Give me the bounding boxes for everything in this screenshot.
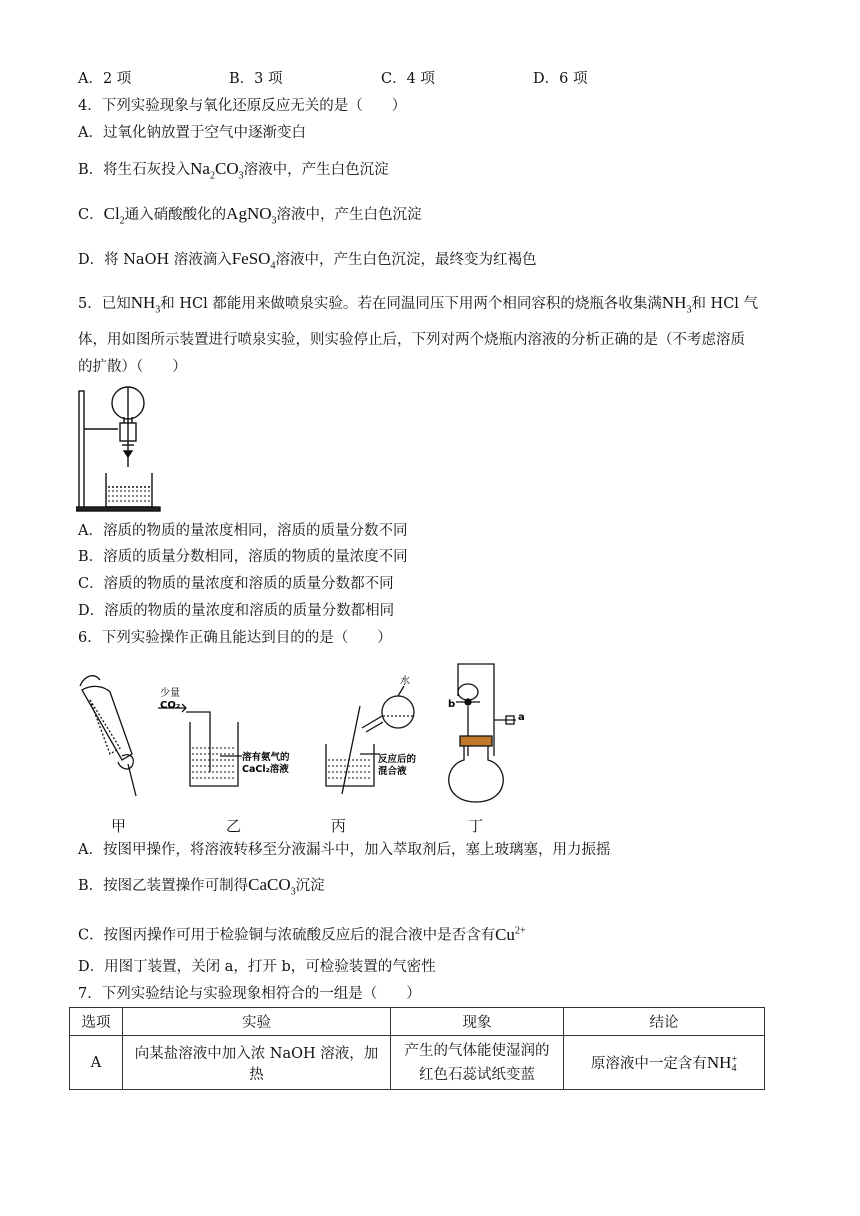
q4-c-mid: 通入硝酸酸化的 [124, 207, 227, 223]
fig-label-jia: 甲 [111, 817, 127, 835]
q5-l1-pre: 5．已知 [78, 296, 131, 312]
formula-caco3: CaCO$_3$ [248, 875, 296, 898]
formula-cl2: $Cl_2$ [103, 204, 125, 227]
label-nh3-solution-1: 溶有氨气的 [242, 752, 290, 763]
q5-stem-line3: 的扩散）（ ） [78, 359, 187, 375]
formula-nh3: $NH_3$ [661, 293, 692, 316]
fountain-apparatus-figure [76, 383, 166, 515]
q5-option-c: C．溶质的物质的量浓度和溶质的质量分数都不同 [78, 576, 394, 592]
q5-l1-mid: 和 HCl 都能用来做喷泉实验。若在同温同压下用两个相同容积的烧瓶各收集满 [160, 296, 662, 312]
q3-option-c: C．4 项 [381, 71, 435, 87]
row-experiment: 向某盐溶液中加入浓 NaOH 溶液，加热 [123, 1036, 391, 1090]
beaker [326, 744, 374, 786]
q3-option-a: A．2 项 [78, 71, 132, 87]
formula-cu2plus: $Cu^{2+}$ [495, 924, 526, 944]
label-a: a [518, 712, 525, 723]
stem [128, 764, 136, 796]
hand-top [80, 676, 100, 686]
q6-option-b [78, 874, 325, 903]
q5-l1-post: 和 HCl 气 [691, 296, 759, 312]
stand-rod [79, 391, 84, 509]
header-option: 选项 [70, 1008, 123, 1036]
q5-stem-line2: 体，用如图所示装置进行喷泉实验，则实验停止后，下列对两个烧瓶内溶液的分析正确的是（不考虑溶质 [78, 332, 745, 348]
label-shaoliang: 少量 [160, 688, 180, 699]
funnel-body [82, 686, 132, 760]
q5-stem-line1 [78, 292, 758, 321]
label-mixture-1: 反应后的 [378, 754, 417, 765]
q4-option-b [78, 158, 389, 187]
q6-figures [70, 656, 550, 806]
label-b: b [448, 699, 456, 710]
q6-c-pre: C．按图丙操作可用于检验铜与浓硫酸反应后的混合液中是否含有 [78, 927, 496, 944]
q6-option-a: A．按图甲操作，将溶液转移至分液漏斗中，加入萃取剂后，塞上玻璃塞，用力振摇 [78, 842, 611, 858]
row-conclusion [564, 1036, 765, 1090]
funnel-bulb [458, 684, 478, 700]
q4-stem: 4．下列实验现象与氧化还原反应无关的是（ ） [78, 98, 407, 114]
q5-option-a: A．溶质的物质的量浓度相同，溶质的质量分数不同 [78, 523, 408, 539]
formula-feso4: FeSO$_4$ [231, 249, 276, 272]
stopcock-b-icon [465, 699, 471, 705]
q4-c-pre: C． [78, 207, 104, 223]
fig-label-yi: 乙 [226, 817, 242, 835]
q3-option-d: D．6 项 [533, 71, 588, 87]
header-experiment: 实验 [123, 1008, 391, 1036]
row-phenomenon [391, 1036, 564, 1090]
formula-na2co3: $Na_2CO_3$ [190, 159, 244, 182]
fig-label-ding: 丁 [468, 817, 484, 835]
test-flask [382, 696, 414, 728]
fig-label-bing: 丙 [331, 817, 347, 835]
q5-option-b: B．溶质的质量分数相同，溶质的物质的量浓度不同 [78, 549, 408, 565]
q5-option-d: D．溶质的物质的量浓度和溶质的质量分数都相同 [78, 603, 395, 619]
q6-b-pre: B．按图乙装置操作可制得 [78, 878, 249, 894]
figure-jia-separatory-funnel [80, 676, 136, 796]
q6-option-c [78, 920, 526, 947]
q4-option-a: A．过氧化钠放置于空气中逐渐变白 [78, 125, 306, 141]
q7-table [69, 1007, 765, 1090]
label-mixture-2: 混合液 [378, 766, 407, 777]
formula-agno3: AgNO$_3$ [226, 204, 277, 227]
header-phenomenon: 现象 [391, 1008, 564, 1036]
q6-option-d: D．用图丁装置，关闭 a，打开 b，可检验装置的气密性 [78, 959, 436, 975]
table-header-row [70, 1008, 765, 1036]
figure-yi-beaker [158, 704, 242, 786]
conclusion-text: 原溶液中一定含有 [590, 1055, 707, 1072]
q4-c-post: 溶液中，产生白色沉淀 [276, 207, 422, 223]
q4-option-c [78, 203, 422, 232]
q4-b-pre: B．将生石灰投入 [78, 162, 191, 178]
q4-option-d [78, 248, 536, 277]
formula-nh3: $NH_3$ [130, 293, 161, 316]
q6-stem: 6．下列实验操作正确且能达到目的的是（ ） [78, 630, 392, 646]
phenomenon-line1: 产生的气体能使湿润的 [404, 1042, 550, 1059]
q7-stem: 7．下列实验结论与实验现象相符合的一组是（ ） [78, 986, 421, 1002]
label-water: 水 [400, 676, 410, 687]
q4-d-pre: D．将 NaOH 溶液滴入 [78, 252, 232, 268]
q4-d-post: 溶液中，产生白色沉淀，最终变为红褐色 [275, 252, 537, 268]
row-option: A [70, 1036, 123, 1090]
q3-option-b: B．3 项 [229, 71, 283, 87]
beaker [106, 473, 152, 507]
clip-icon [124, 451, 132, 457]
header-conclusion: 结论 [564, 1008, 765, 1036]
round-flask [449, 746, 503, 802]
table-row [70, 1036, 765, 1090]
label-co2: CO₂ [160, 700, 181, 711]
figure-bing-dilution [326, 686, 414, 794]
rubber-stopper [460, 736, 492, 746]
glass-rod [342, 706, 360, 794]
phenomenon-line2: 红色石蕊试纸变蓝 [419, 1066, 535, 1083]
figure-ding-airtightness [449, 664, 516, 802]
formula-nh4plus: NH + 4 [706, 1052, 738, 1075]
q6-b-post: 沉淀 [295, 878, 325, 894]
q4-b-post: 溶液中，产生白色沉淀 [243, 162, 389, 178]
label-nh3-solution-2: CaCl₂溶液 [242, 764, 289, 775]
